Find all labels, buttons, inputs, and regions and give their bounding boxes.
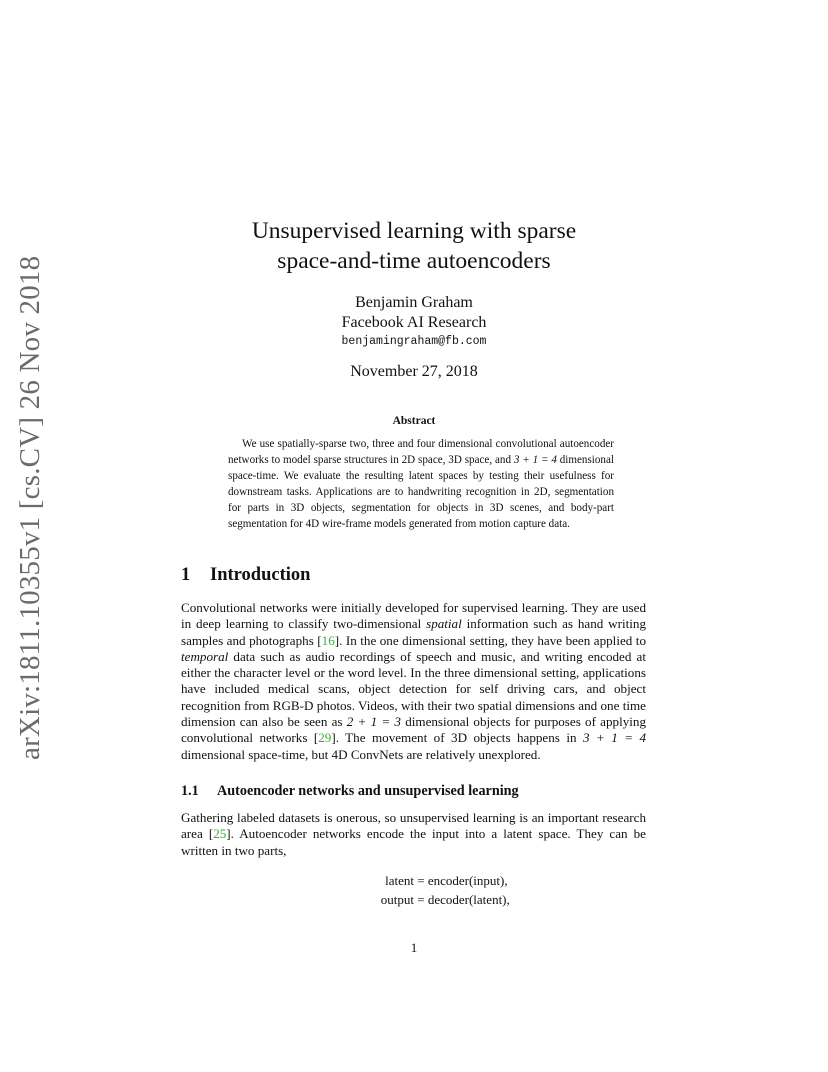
introduction-paragraph: Convolutional networks were initially developed for supervised learning. They are used in deep learning to classify two-dimensional spatial information such as hand writing samples and photographs [16]. In the one dimensional setting, they have been applied to temporal data such as audio recordings of speech and music, and writing encoded at either the character level or the word level. In the three dimensional setting, applications have included medical scans, object detection for self driving cars, and object recognition from RGB-D photos. Videos, with their two spatial dimensions and one time dimension can also be seen as 2 + 1 = 3 dimensional objects for purposes of applying convolutional networks [29]. The movement of 3D objects happens in 3 + 1 = 4 dimensional space-time, but 4D ConvNets are relatively unexplored. (181, 600, 647, 762)
page-number: 1 (410, 940, 418, 955)
paper-date: November 27, 2018 (350, 363, 478, 380)
equation-block (0, 871, 828, 909)
arxiv-identifier-stamp: arXiv:1811.10355v1 [cs.CV] 26 Nov 2018 (14, 255, 46, 760)
section-heading-introduction: 1 Introduction (181, 565, 311, 585)
title-line-2: space-and-time autoencoders (277, 248, 551, 274)
paper-title (0, 216, 828, 276)
author-affiliation: Facebook AI Research (341, 314, 487, 331)
subsection-heading-autoencoder: 1.1 Autoencoder networks and unsupervised learning (181, 783, 519, 799)
abstract-heading: Abstract (392, 415, 436, 427)
citation-link[interactable]: 29 (318, 730, 332, 746)
equation-latent: latent = encoder(input), (385, 873, 508, 888)
title-line-1: Unsupervised learning with sparse (251, 218, 577, 244)
autoencoder-paragraph: Gathering labeled datasets is onerous, so unsupervised learning is an important research area [25]. Autoencoder networks encode the input into a latent space. They can be written in two parts, (181, 810, 646, 858)
citation-link[interactable]: 16 (321, 632, 335, 648)
abstract-text: We use spatially-sparse two, three and four dimensional convolutional autoencoder networks to model sparse structures in 2D space, 3D space, and 3 + 1 = 4 dimensional space-time. We evaluate the resulting latent spaces by testing their usefulness for downstream tasks. Applications are to handwriting recognition in 2D, segmentation for parts in 3D objects, segmentation for objects in 3D scenes, and body-part segmentation for 4D wire-frame models generated from motion capture data. (228, 438, 614, 530)
author-name: Benjamin Graham (355, 294, 473, 311)
abstract-math: 3 + 1 = 4 (513, 454, 557, 466)
author-email: benjamingraham@fb.com (341, 335, 487, 348)
citation-link[interactable]: 25 (213, 826, 227, 842)
equation-output: output = decoder(latent), (380, 892, 510, 907)
